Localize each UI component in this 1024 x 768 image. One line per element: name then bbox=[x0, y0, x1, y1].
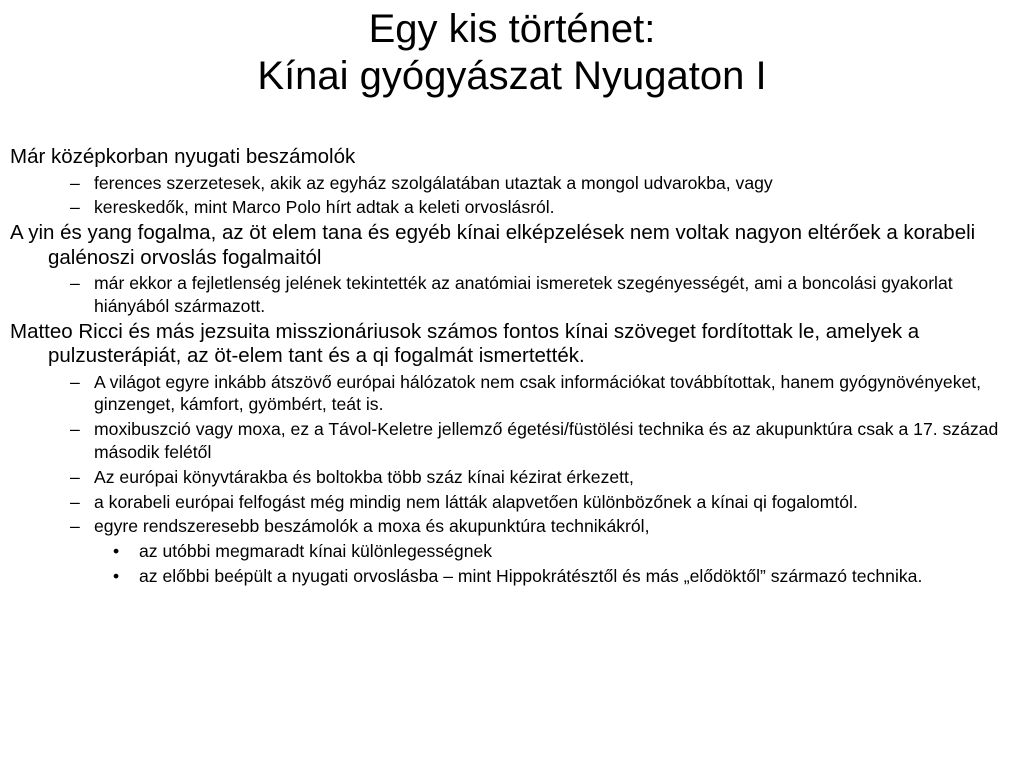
dash-marker: – bbox=[70, 466, 80, 487]
sub-point bbox=[10, 172, 1012, 195]
sub-point bbox=[10, 371, 1012, 417]
sub-point-text: ferences szerzetesek, akik az egyház szolgálatában utaztak a mongol udvarokba, vagy bbox=[94, 172, 773, 193]
sub-point bbox=[10, 491, 1012, 514]
dash-marker: – bbox=[70, 172, 80, 193]
sub-point-text: A világot egyre inkább átszövő európai hálózatok nem csak információkat továbbítottak, hanem gyógynövényeket, ginzenget, kámfort, gyömbért, teát is. bbox=[94, 371, 982, 415]
bullet-point-3: Matteo Ricci és más jezsuita misszionáriusok számos fontos kínai szöveget fordítottak le, amelyek a pulzusterápiát, az öt-elem tant és a qi fogalmát ismertették. bbox=[10, 319, 920, 368]
sub-point-text: már ekkor a fejletlenség jelének tekintették az anatómiai ismeretek szegényességét, ami a boncolási gyakorlat hiányából származott. bbox=[94, 273, 953, 316]
sub-sub-point-text: az utóbbi megmaradt kínai különlegességnek bbox=[139, 541, 493, 562]
sub-point bbox=[10, 196, 1012, 219]
sub-point bbox=[10, 515, 1012, 538]
sub-point-text: a korabeli európai felfogást még mindig nem látták alapvetően különbözőnek a kínai qi fogalomtól. bbox=[94, 491, 858, 512]
slide-title bbox=[40, 6, 984, 100]
dash-marker: – bbox=[70, 491, 80, 512]
sub-point bbox=[10, 466, 1012, 489]
sub-point bbox=[10, 272, 1012, 318]
sub-point-text: egyre rendszeresebb beszámolók a moxa és akupunktúra technikákról, bbox=[94, 516, 650, 537]
dash-marker: – bbox=[70, 197, 80, 218]
dash-marker: – bbox=[70, 273, 80, 294]
dash-marker: – bbox=[70, 371, 80, 392]
dash-marker: – bbox=[70, 516, 80, 537]
sub-point-text: kereskedők, mint Marco Polo hírt adtak a keleti orvoslásról. bbox=[94, 197, 555, 218]
title-line-2: Kínai gyógyászat Nyugaton I bbox=[257, 54, 767, 98]
bullet-marker: • bbox=[113, 566, 120, 587]
sub-point-text: moxibuszció vagy moxa, ez a Távol-Keletre jellemző égetési/füstölési technika és az akupunktúra csak a 17. század második felétől bbox=[94, 419, 999, 463]
bullet-marker: • bbox=[113, 541, 120, 562]
title-line-1: Egy kis történet: bbox=[368, 7, 656, 51]
bullet-point-1: Már középkorban nyugati beszámolók bbox=[10, 145, 356, 168]
sub-sub-point bbox=[10, 565, 1012, 588]
sub-point-text: Az európai könyvtárakba és boltokba több száz kínai kézirat érkezett, bbox=[94, 466, 634, 487]
bullet-point-2: A yin és yang fogalma, az öt elem tana és egyéb kínai elképzelések nem voltak nagyon eltérőek a korabeli galénoszi orvoslás fogalmaitól bbox=[10, 221, 976, 269]
sub-sub-point-text: az előbbi beépült a nyugati orvoslásba – mint Hippokrátésztől és más „elődöktől” származó technika. bbox=[139, 566, 923, 587]
sub-point bbox=[10, 418, 1012, 464]
slide-body bbox=[10, 145, 1012, 590]
dash-marker: – bbox=[70, 419, 80, 440]
sub-sub-point bbox=[10, 540, 1012, 563]
